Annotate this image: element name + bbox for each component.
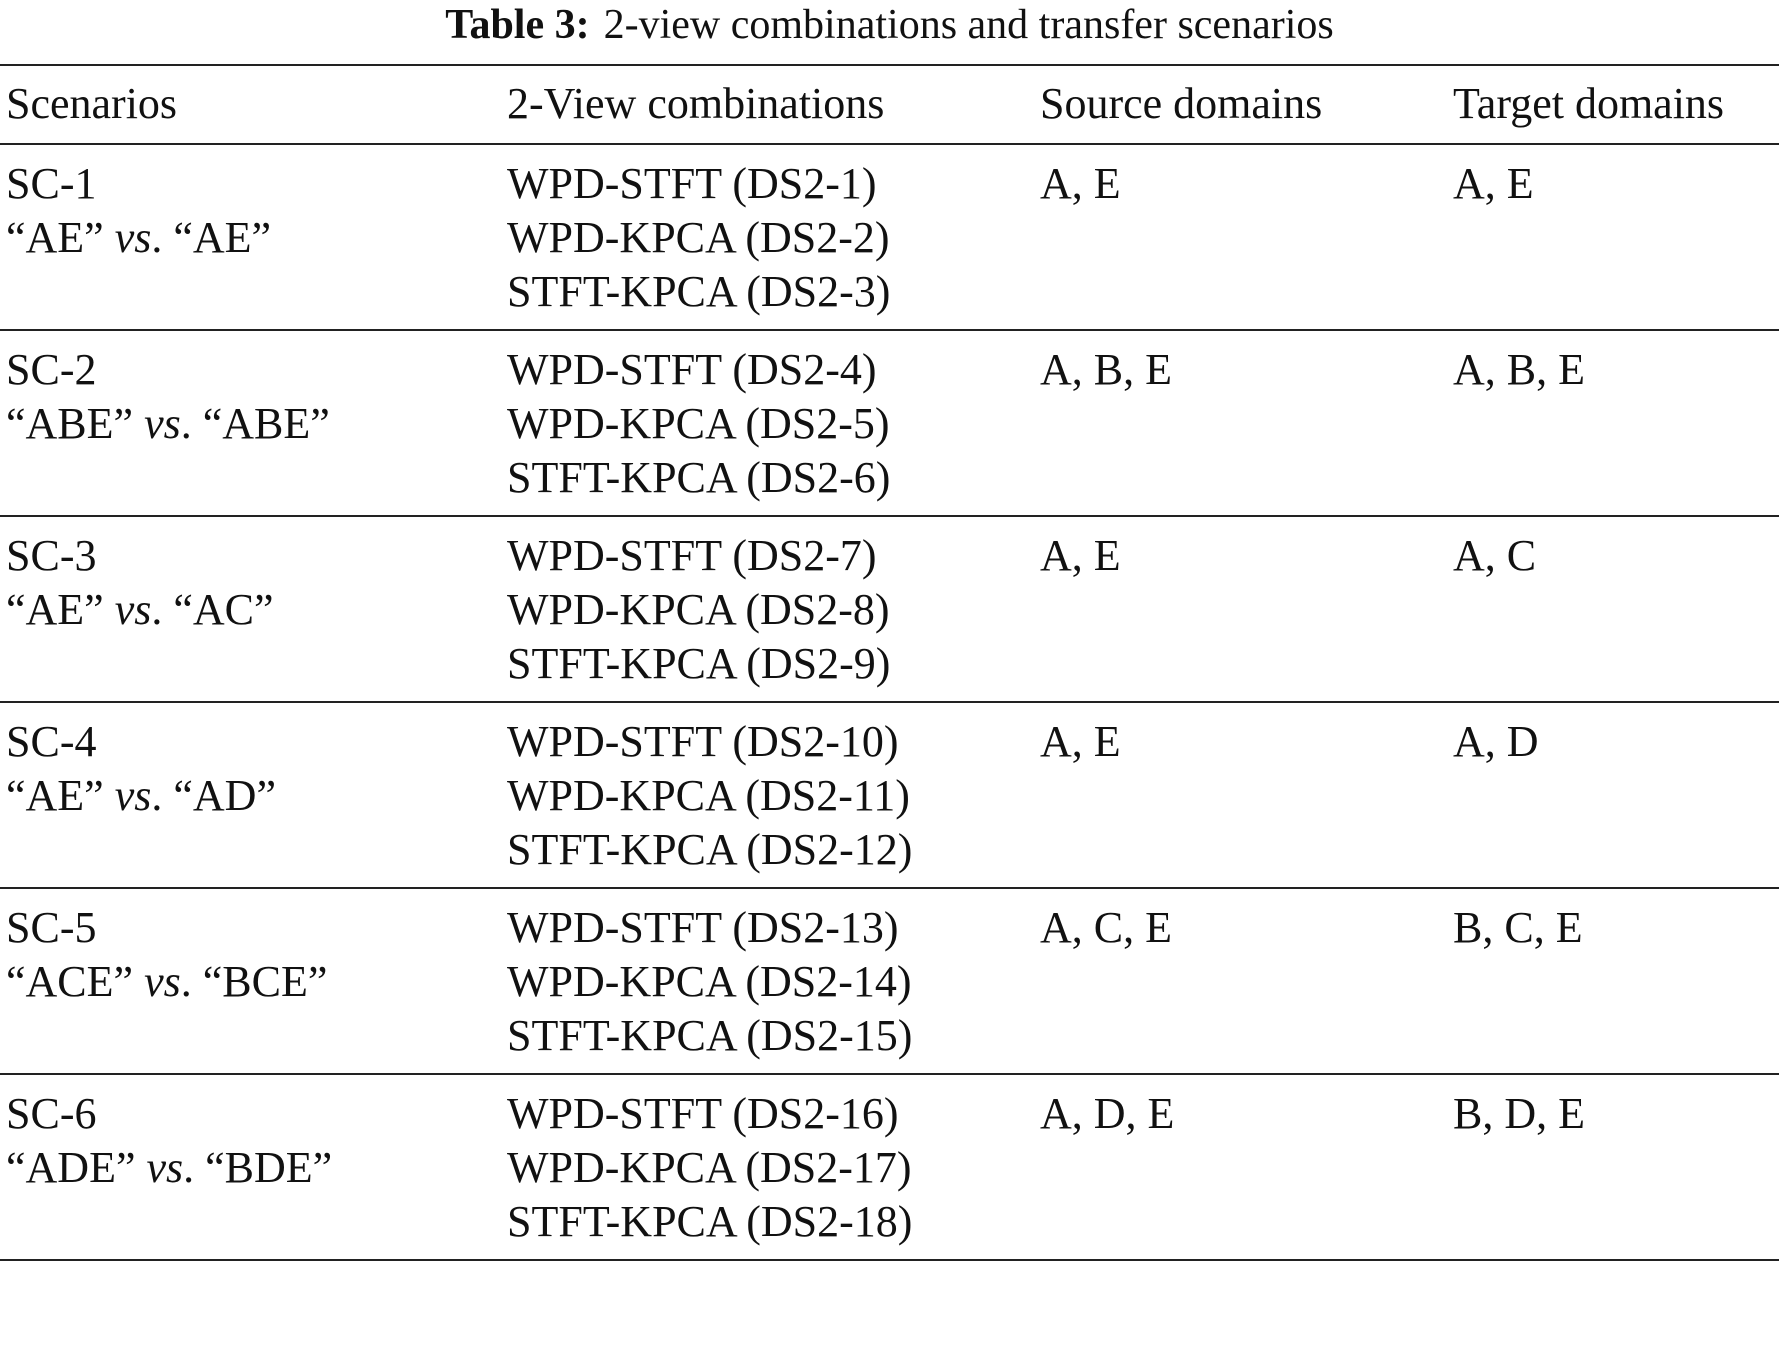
source-domains-cell: A, D, E	[1040, 1089, 1175, 1138]
header-row	[0, 65, 1779, 144]
scenario-left: “ADE”	[6, 1143, 136, 1192]
combinations-cell	[501, 1074, 1034, 1260]
scenario-vs: vs	[114, 585, 152, 634]
header-combinations: 2-View combinations	[507, 79, 885, 128]
scenario-comparison: “AE” vs. “AD”	[6, 771, 276, 820]
caption-label: Table 3:	[445, 2, 590, 48]
combination-item: WPD-STFT (DS2-10)	[507, 717, 899, 766]
scenario-id: SC-3	[6, 531, 97, 580]
source-domains-cell: A, E	[1040, 531, 1121, 580]
combination-item: WPD-KPCA (DS2-11)	[507, 771, 910, 820]
scenario-id: SC-5	[6, 903, 97, 952]
combination-item: WPD-KPCA (DS2-17)	[507, 1143, 912, 1192]
scenario-comparison: “AE” vs. “AE”	[6, 213, 272, 262]
table-caption	[0, 0, 1779, 50]
scenario-right: “BDE”	[205, 1143, 333, 1192]
table-row	[0, 330, 1779, 516]
combination-item: WPD-STFT (DS2-13)	[507, 903, 899, 952]
combination-item: WPD-KPCA (DS2-2)	[507, 213, 890, 262]
scenario-cell	[0, 888, 501, 1074]
table-row	[0, 702, 1779, 888]
combination-item: WPD-STFT (DS2-7)	[507, 531, 877, 580]
scenario-vs: vs	[146, 1143, 184, 1192]
combination-item: WPD-STFT (DS2-16)	[507, 1089, 899, 1138]
combinations-cell	[501, 516, 1034, 702]
target-domains-cell: B, D, E	[1453, 1089, 1585, 1138]
scenario-cell	[0, 144, 501, 330]
scenarios-table	[0, 64, 1779, 1261]
scenario-vs: vs	[114, 771, 152, 820]
caption-text: 2-view combinations and transfer scenarios	[603, 2, 1334, 48]
combination-item: STFT-KPCA (DS2-15)	[507, 1011, 913, 1060]
scenario-cell	[0, 702, 501, 888]
scenario-right: “AE”	[173, 213, 272, 262]
scenario-vs: vs	[144, 399, 181, 448]
scenario-comparison: “AE” vs. “AC”	[6, 585, 274, 634]
combination-item: STFT-KPCA (DS2-9)	[507, 639, 891, 688]
combination-item: STFT-KPCA (DS2-18)	[507, 1197, 913, 1246]
header-scenarios: Scenarios	[6, 79, 178, 128]
combinations-cell	[501, 702, 1034, 888]
scenario-id: SC-1	[6, 159, 97, 208]
table-row	[0, 1074, 1779, 1260]
target-domains-cell: A, D	[1453, 717, 1539, 766]
combination-item: STFT-KPCA (DS2-12)	[507, 825, 913, 874]
combination-item: WPD-KPCA (DS2-8)	[507, 585, 890, 634]
scenario-left: “AE”	[6, 585, 104, 634]
scenario-left: “ABE”	[6, 399, 134, 448]
table-body	[0, 144, 1779, 1260]
combinations-cell	[501, 144, 1034, 330]
scenario-right: “ABE”	[202, 399, 330, 448]
scenario-comparison: “ABE” vs. “ABE”	[6, 399, 330, 448]
source-domains-cell: A, E	[1040, 717, 1121, 766]
source-domains-cell: A, C, E	[1040, 903, 1172, 952]
scenario-id: SC-2	[6, 345, 97, 394]
table-row	[0, 888, 1779, 1074]
scenario-id: SC-6	[6, 1089, 97, 1138]
scenario-right: “AC”	[173, 585, 274, 634]
scenario-comparison: “ACE” vs. “BCE”	[6, 957, 328, 1006]
target-domains-cell: B, C, E	[1453, 903, 1583, 952]
table-row	[0, 144, 1779, 330]
table-header	[0, 65, 1779, 144]
scenario-cell	[0, 1074, 501, 1260]
scenarios-table-container	[0, 64, 1779, 1261]
combinations-cell	[501, 888, 1034, 1074]
scenario-right: “BCE”	[202, 957, 328, 1006]
scenario-left: “AE”	[6, 771, 104, 820]
scenario-right: “AD”	[173, 771, 276, 820]
scenario-comparison: “ADE” vs. “BDE”	[6, 1143, 333, 1192]
combination-item: STFT-KPCA (DS2-3)	[507, 267, 891, 316]
target-domains-cell: A, C	[1453, 531, 1537, 580]
combination-item: WPD-KPCA (DS2-14)	[507, 957, 912, 1006]
combination-item: WPD-KPCA (DS2-5)	[507, 399, 890, 448]
source-domains-cell: A, B, E	[1040, 345, 1172, 394]
combination-item: WPD-STFT (DS2-4)	[507, 345, 877, 394]
scenario-left: “ACE”	[6, 957, 134, 1006]
target-domains-cell: A, B, E	[1453, 345, 1585, 394]
header-source-domains: Source domains	[1040, 79, 1323, 128]
scenario-cell	[0, 516, 501, 702]
table-row	[0, 516, 1779, 702]
scenario-vs: vs	[114, 213, 152, 262]
combination-item: WPD-STFT (DS2-1)	[507, 159, 877, 208]
combinations-cell	[501, 330, 1034, 516]
target-domains-cell: A, E	[1453, 159, 1534, 208]
combination-item: STFT-KPCA (DS2-6)	[507, 453, 891, 502]
source-domains-cell: A, E	[1040, 159, 1121, 208]
scenario-cell	[0, 330, 501, 516]
scenario-id: SC-4	[6, 717, 97, 766]
scenario-left: “AE”	[6, 213, 104, 262]
header-target-domains: Target domains	[1453, 79, 1725, 128]
scenario-vs: vs	[144, 957, 181, 1006]
